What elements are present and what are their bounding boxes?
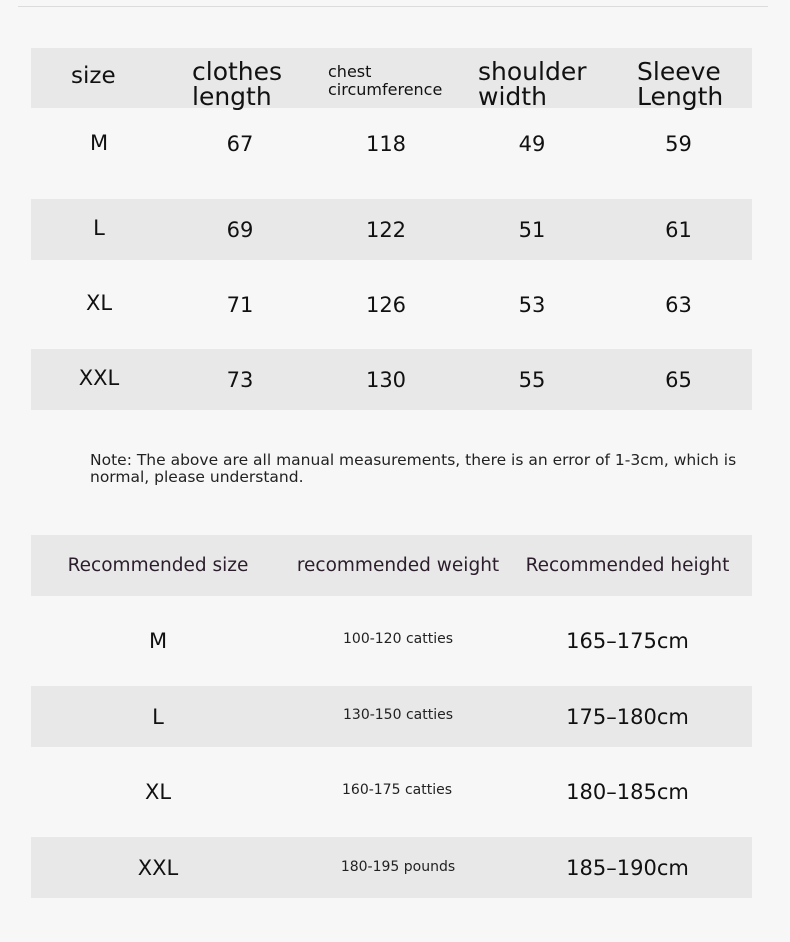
length-cell: 67 xyxy=(226,132,254,156)
measurement-note: Note: The above are all manual measurements, there is an error of 1-3cm, which is normal, please understand. xyxy=(90,451,737,486)
size-cell: XXL xyxy=(78,366,120,390)
size-cell: L xyxy=(93,216,105,240)
size-chart-header-row xyxy=(31,48,752,111)
header-shoulder-width: shoulder width xyxy=(478,57,587,111)
rec-weight-cell: 130-150 catties xyxy=(343,706,453,723)
table-row xyxy=(31,199,752,260)
rec-height-cell: 180–185cm xyxy=(566,780,689,804)
shoulder-cell: 49 xyxy=(518,132,546,156)
header-chest-circumference: chest circumference xyxy=(328,62,443,99)
header-clothes-length: clothes length xyxy=(192,57,283,111)
sleeve-cell: 59 xyxy=(665,132,692,156)
table-row xyxy=(31,747,752,837)
rec-weight-cell: 100-120 catties xyxy=(343,631,453,647)
shoulder-cell: 51 xyxy=(518,217,546,242)
header-size: size xyxy=(71,63,116,89)
length-cell: 73 xyxy=(226,367,254,392)
table-row xyxy=(31,596,752,686)
header-sleeve-length: Sleeve Length xyxy=(637,57,724,111)
header-recommended-weight: recommended weight xyxy=(296,555,500,576)
rec-height-cell: 175–180cm xyxy=(566,704,689,729)
table-row xyxy=(31,686,752,747)
rec-weight-cell: 180-195 pounds xyxy=(340,858,456,875)
chest-cell: 122 xyxy=(365,217,407,242)
rec-size-cell: XL xyxy=(144,780,172,804)
sleeve-cell: 63 xyxy=(665,292,692,317)
rec-weight-cell: 160-175 catties xyxy=(342,782,452,798)
header-recommended-size: Recommended size xyxy=(67,555,249,576)
rec-height-cell: 185–190cm xyxy=(566,855,689,880)
rec-size-cell: XXL xyxy=(137,855,179,880)
length-cell: 71 xyxy=(226,292,254,317)
sleeve-cell: 65 xyxy=(665,367,692,392)
rec-size-cell: M xyxy=(148,629,168,653)
length-cell: 69 xyxy=(226,217,254,242)
size-chart-table xyxy=(31,48,752,410)
recommendation-table xyxy=(31,535,752,898)
table-row xyxy=(31,260,752,349)
size-cell: XL xyxy=(85,291,113,315)
rec-height-cell: 165–175cm xyxy=(566,629,689,653)
chest-cell: 126 xyxy=(365,292,407,317)
sleeve-cell: 61 xyxy=(665,217,692,242)
table-row xyxy=(31,349,752,410)
size-cell: M xyxy=(89,131,109,155)
top-divider xyxy=(18,6,768,7)
header-recommended-height: Recommended height xyxy=(525,555,730,576)
table-row xyxy=(31,837,752,898)
rec-size-cell: L xyxy=(152,704,164,729)
chest-cell: 130 xyxy=(365,367,407,392)
shoulder-cell: 53 xyxy=(518,292,546,317)
shoulder-cell: 55 xyxy=(518,367,546,392)
recommendation-header-row xyxy=(31,535,752,596)
chest-cell: 118 xyxy=(365,132,407,156)
table-row xyxy=(31,108,752,186)
